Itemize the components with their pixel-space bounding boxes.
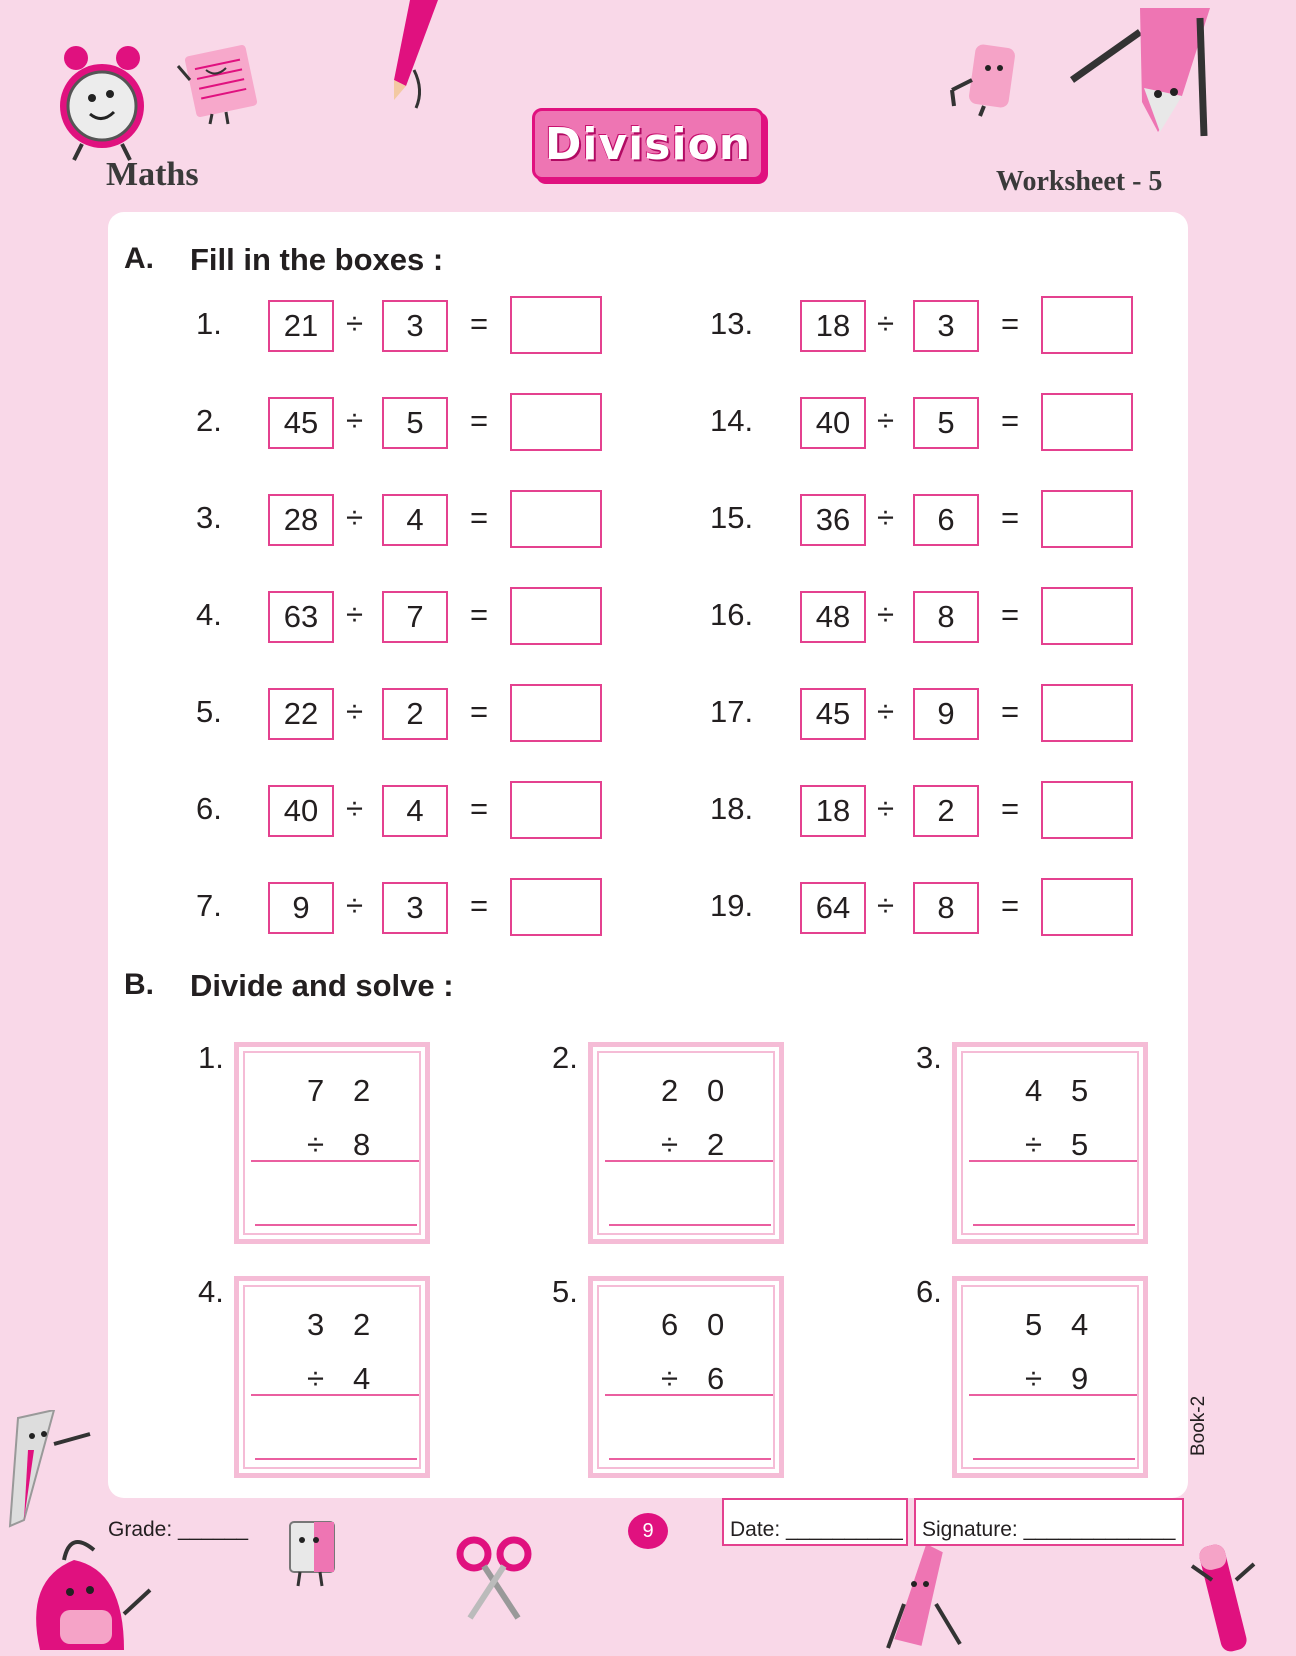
- division-sign: ÷: [346, 500, 364, 535]
- problem-number: 3.: [916, 1040, 942, 1075]
- division-sign: ÷: [1025, 1127, 1043, 1162]
- divisor-box: 8: [913, 882, 979, 934]
- dividend-tens-digit: 7: [307, 1073, 325, 1108]
- section-b-letter: B.: [124, 968, 154, 1001]
- equals-sign: =: [1001, 597, 1020, 632]
- division-sign: ÷: [346, 306, 364, 341]
- answer-line[interactable]: [973, 1458, 1135, 1460]
- equals-sign: =: [470, 694, 489, 729]
- answer-line[interactable]: [609, 1224, 771, 1226]
- division-sign: ÷: [661, 1127, 679, 1162]
- answer-line[interactable]: [609, 1458, 771, 1460]
- division-sign: ÷: [307, 1361, 325, 1396]
- dividend-ones-digit: 2: [353, 1307, 371, 1342]
- division-sign: ÷: [346, 597, 364, 632]
- division-sign: ÷: [877, 888, 895, 923]
- dividend-box: 63: [268, 591, 334, 643]
- dividend-box: 28: [268, 494, 334, 546]
- question-number: 3.: [196, 500, 222, 535]
- answer-box[interactable]: [510, 393, 602, 451]
- question-number: 19.: [710, 888, 754, 923]
- division-sign: ÷: [346, 791, 364, 826]
- divisor-box: 2: [913, 785, 979, 837]
- question-number: 6.: [196, 791, 222, 826]
- answer-box[interactable]: [1041, 587, 1133, 645]
- answer-box[interactable]: [510, 781, 602, 839]
- dividend-ones-digit: 5: [1071, 1073, 1089, 1108]
- problem-divider-line: [969, 1394, 1137, 1396]
- equals-sign: =: [470, 500, 489, 535]
- division-problem-box: [234, 1042, 430, 1244]
- question-number: 17.: [710, 694, 754, 729]
- dividend-box: 45: [268, 397, 334, 449]
- question-number: 15.: [710, 500, 754, 535]
- sharpener-character-icon: [284, 1518, 344, 1590]
- divisor-digit: 5: [1071, 1127, 1089, 1162]
- answer-box[interactable]: [510, 587, 602, 645]
- dividend-tens-digit: 3: [307, 1307, 325, 1342]
- division-sign: ÷: [1025, 1361, 1043, 1396]
- dividend-tens-digit: 5: [1025, 1307, 1043, 1342]
- problem-number: 1.: [198, 1040, 224, 1075]
- answer-box[interactable]: [1041, 490, 1133, 548]
- dividend-tens-digit: 4: [1025, 1073, 1043, 1108]
- dividend-box: 18: [800, 785, 866, 837]
- answer-box[interactable]: [510, 684, 602, 742]
- grade-field[interactable]: Grade: ______: [108, 1518, 249, 1541]
- division-problem-box: [234, 1276, 430, 1478]
- division-sign: ÷: [877, 306, 895, 341]
- divisor-digit: 2: [707, 1127, 725, 1162]
- divisor-digit: 8: [353, 1127, 371, 1162]
- question-number: 16.: [710, 597, 754, 632]
- equals-sign: =: [1001, 694, 1020, 729]
- problem-box-inner-border: [243, 1285, 421, 1469]
- divisor-box: 3: [382, 882, 448, 934]
- pencil-character-icon: [1070, 8, 1220, 138]
- equals-sign: =: [470, 597, 489, 632]
- answer-box[interactable]: [1041, 878, 1133, 936]
- dividend-tens-digit: 2: [661, 1073, 679, 1108]
- equals-sign: =: [470, 791, 489, 826]
- answer-line[interactable]: [255, 1458, 417, 1460]
- division-sign: ÷: [877, 500, 895, 535]
- dividend-box: 22: [268, 688, 334, 740]
- answer-box[interactable]: [1041, 393, 1133, 451]
- division-sign: ÷: [877, 403, 895, 438]
- divisor-box: 5: [382, 397, 448, 449]
- notepad-character-icon: [176, 40, 260, 126]
- divisor-box: 4: [382, 494, 448, 546]
- division-sign: ÷: [877, 597, 895, 632]
- dividend-box: 45: [800, 688, 866, 740]
- divisor-digit: 4: [353, 1361, 371, 1396]
- answer-line[interactable]: [255, 1224, 417, 1226]
- problem-box-inner-border: [961, 1051, 1139, 1235]
- divisor-box: 3: [382, 300, 448, 352]
- equals-sign: =: [470, 306, 489, 341]
- dividend-box: 21: [268, 300, 334, 352]
- divisor-box: 3: [913, 300, 979, 352]
- dividend-ones-digit: 0: [707, 1307, 725, 1342]
- problem-number: 6.: [916, 1274, 942, 1309]
- equals-sign: =: [1001, 500, 1020, 535]
- problem-box-inner-border: [243, 1051, 421, 1235]
- question-number: 1.: [196, 306, 222, 341]
- problem-box-inner-border: [961, 1285, 1139, 1469]
- pencil-character-icon: [884, 1544, 964, 1656]
- division-sign: ÷: [346, 403, 364, 438]
- divisor-box: 8: [913, 591, 979, 643]
- book-label: Book-2: [1188, 1395, 1209, 1456]
- problem-box-inner-border: [597, 1285, 775, 1469]
- signature-field[interactable]: Signature: _____________: [914, 1498, 1184, 1546]
- answer-box[interactable]: [510, 878, 602, 936]
- divisor-box: 4: [382, 785, 448, 837]
- divisor-box: 5: [913, 397, 979, 449]
- division-sign: ÷: [346, 888, 364, 923]
- section-b-instruction: Divide and solve :: [190, 968, 454, 1003]
- worksheet-label: Worksheet - 5: [996, 166, 1163, 197]
- divisor-digit: 6: [707, 1361, 725, 1396]
- division-problem-box: [588, 1276, 784, 1478]
- question-number: 2.: [196, 403, 222, 438]
- equals-sign: =: [1001, 791, 1020, 826]
- equals-sign: =: [1001, 306, 1020, 341]
- dividend-box: 18: [800, 300, 866, 352]
- divisor-box: 6: [913, 494, 979, 546]
- question-number: 4.: [196, 597, 222, 632]
- divisor-box: 2: [382, 688, 448, 740]
- division-problem-box: [952, 1042, 1148, 1244]
- question-number: 7.: [196, 888, 222, 923]
- question-number: 13.: [710, 306, 754, 341]
- question-number: 18.: [710, 791, 754, 826]
- answer-box[interactable]: [510, 296, 602, 354]
- scissors-icon: [456, 1536, 532, 1622]
- dividend-box: 48: [800, 591, 866, 643]
- question-number: 5.: [196, 694, 222, 729]
- division-sign: ÷: [346, 694, 364, 729]
- problem-number: 5.: [552, 1274, 578, 1309]
- page-number-badge: 9: [628, 1513, 668, 1549]
- divisor-digit: 9: [1071, 1361, 1089, 1396]
- dividend-box: 40: [268, 785, 334, 837]
- ruler-character-icon: [4, 1410, 94, 1530]
- problem-box-inner-border: [597, 1051, 775, 1235]
- dividend-box: 64: [800, 882, 866, 934]
- divisor-box: 7: [382, 591, 448, 643]
- question-number: 14.: [710, 403, 754, 438]
- backpack-character-icon: [14, 1530, 154, 1656]
- divisor-box: 9: [913, 688, 979, 740]
- division-problem-box: [588, 1042, 784, 1244]
- dividend-ones-digit: 4: [1071, 1307, 1089, 1342]
- problem-number: 2.: [552, 1040, 578, 1075]
- dividend-ones-digit: 2: [353, 1073, 371, 1108]
- section-a-letter: A.: [124, 242, 154, 275]
- eraser-character-icon: [944, 44, 1024, 120]
- answer-box[interactable]: [1041, 684, 1133, 742]
- division-sign: ÷: [877, 694, 895, 729]
- equals-sign: =: [1001, 403, 1020, 438]
- answer-box[interactable]: [1041, 781, 1133, 839]
- date-field[interactable]: Date: __________: [722, 1498, 908, 1546]
- answer-box[interactable]: [1041, 296, 1133, 354]
- problem-divider-line: [251, 1394, 419, 1396]
- problem-divider-line: [251, 1160, 419, 1162]
- dividend-ones-digit: 0: [707, 1073, 725, 1108]
- division-sign: ÷: [877, 791, 895, 826]
- problem-divider-line: [969, 1160, 1137, 1162]
- problem-divider-line: [605, 1394, 773, 1396]
- page-title: Division: [544, 118, 752, 170]
- title-badge: [532, 108, 764, 180]
- pencil-character-icon: [380, 0, 444, 112]
- dividend-box: 40: [800, 397, 866, 449]
- dividend-box: 9: [268, 882, 334, 934]
- equals-sign: =: [1001, 888, 1020, 923]
- pen-character-icon: [1190, 1540, 1256, 1656]
- division-sign: ÷: [307, 1127, 325, 1162]
- dividend-tens-digit: 6: [661, 1307, 679, 1342]
- alarm-clock-icon: [52, 44, 152, 164]
- division-problem-box: [952, 1276, 1148, 1478]
- equals-sign: =: [470, 888, 489, 923]
- problem-number: 4.: [198, 1274, 224, 1309]
- problem-divider-line: [605, 1160, 773, 1162]
- division-sign: ÷: [661, 1361, 679, 1396]
- answer-line[interactable]: [973, 1224, 1135, 1226]
- subject-label: Maths: [106, 156, 199, 193]
- dividend-box: 36: [800, 494, 866, 546]
- answer-box[interactable]: [510, 490, 602, 548]
- equals-sign: =: [470, 403, 489, 438]
- section-a-instruction: Fill in the boxes :: [190, 242, 444, 277]
